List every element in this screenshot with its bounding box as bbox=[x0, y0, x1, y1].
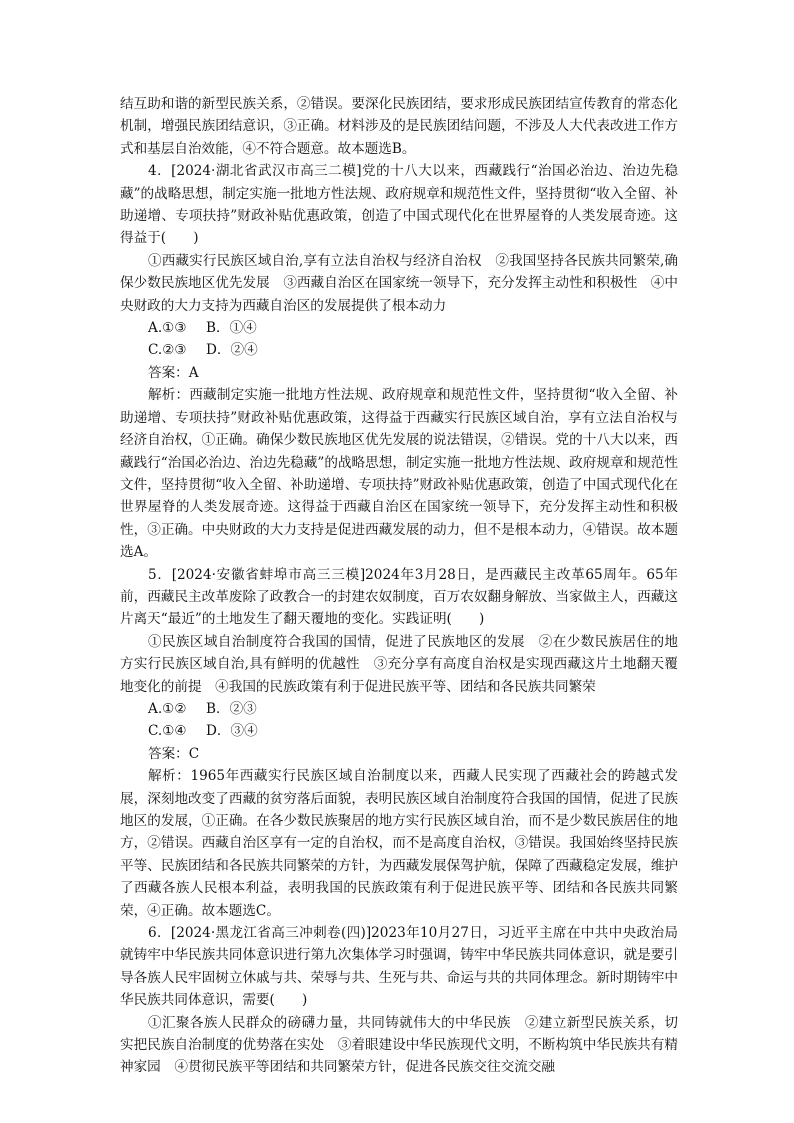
question-5-answer: 答案：C bbox=[148, 745, 200, 762]
option-b: B．①④ bbox=[206, 320, 257, 337]
option-c: C.①④ bbox=[148, 723, 187, 740]
question-4-statements: ①西藏实行民族区域自治,享有立法自治权与经济自治权 ②我国坚持各民族共同繁荣,确保少数民族地区优先发展 ③西藏自治区在国家统一领导下，充分发挥主动性和积极性 ④中央财政的大力支持为西藏自治区的发展提供了根本动力 bbox=[120, 252, 678, 314]
question-5-stem: 5．[2024·安徽省蚌埠市高三三模]2024年3月28日，是西藏民主改革65周年。65年前，西藏民主改革废除了政教合一的封建农奴制度，百万农奴翻身解放、当家做主人，西藏这片离天“最近”的土地发生了翻天覆地的变化。实践证明( ) bbox=[120, 566, 678, 628]
question-5-statements: ①民族区域自治制度符合我国的国情，促进了民族地区的发展 ②在少数民族居住的地方实行民族区域自治,具有鲜明的优越性 ③充分享有高度自治权是实现西藏这片土地翻天覆地变化的前提 ④我国的民族政策有利于促进民族平等、团结和各民族共同繁荣 bbox=[120, 633, 678, 695]
option-c: C.②③ bbox=[148, 342, 187, 359]
question-4 bbox=[120, 160, 678, 563]
option-d: D．②④ bbox=[206, 342, 258, 359]
question-5 bbox=[120, 564, 678, 923]
document-page bbox=[120, 93, 678, 1079]
option-a: A.①② bbox=[148, 700, 187, 717]
question-5-analysis: 解析：1965年西藏实行民族区域自治制度以来，西藏人民实现了西藏社会的跨越式发展，深刻地改变了西藏的贫穷落后面貌，表明民族区域自治制度符合我国的国情，促进了民族地区的发展，①正确。在各少数民族聚居的地方实行民族区域自治，而不是少数民族居住的地方，②错误。西藏自治区享有一定的自治权，而不是高度自治权，③错误。我国始终坚持民族平等、民族团结和各民族共同繁荣的方针，为西藏发展保驾护航，保障了西藏稳定发展，维护了西藏各族人民根本利益，表明我国的民族政策有利于促进民族平等、团结和各民族共同繁荣，④正确。故本题选C。 bbox=[120, 768, 678, 919]
question-4-analysis: 解析：西藏制定实施一批地方性法规、政府规章和规范性文件，坚持贯彻“收入全留、补助递增、专项扶持”财政补贴优惠政策，这得益于西藏实行民族区域自治，享有立法自治权与经济自治权，①正确。确保少数民族地区优先发展的说法错误，②错误。党的十八大以来，西藏践行“治国必治边、治边先稳藏”的战略思想，制定实施一批地方性法规、政府规章和规范性文件，坚持贯彻“收入全留、补助递增、专项扶持”财政补贴优惠政策，创造了中国式现代化在世界屋脊的人类发展奇迹。这得益于西藏自治区在国家统一领导下，充分发挥主动性和积极性，③正确。中央财政的大力支持是促进西藏发展的动力，但不是根本动力，④错误。故本题选A。 bbox=[120, 387, 678, 561]
question-6 bbox=[120, 922, 678, 1079]
question-6-statements: ①汇聚各族人民群众的磅礴力量，共同铸就伟大的中华民族 ②建立新型民族关系，切实把民族自治制度的优势落在实处 ③着眼建设中华民族现代文明，不断构筑中华民族共有精神家园 ④贯彻民族平等团结和共同繁荣方针，促进各民族交往交流交融 bbox=[120, 1014, 678, 1076]
option-a: A.①③ bbox=[148, 320, 187, 337]
option-d: D．③④ bbox=[206, 723, 258, 740]
question-4-stem: 4．[2024·湖北省武汉市高三二模]党的十八大以来，西藏践行“治国必治边、治边先稳藏”的战略思想，制定实施一批地方性法规、政府规章和规范性文件，坚持贯彻“收入全留、补助递增、专项扶持”财政补贴优惠政策，创造了中国式现代化在世界屋脊的人类发展奇迹。这得益于( ) bbox=[120, 163, 678, 247]
question-5-options-row-1 bbox=[120, 698, 678, 720]
question-6-stem: 6．[2024·黑龙江省高三冲刺卷(四)]2023年10月27日，习近平主席在中共中央政治局就铸牢中华民族共同体意识进行第九次集体学习时强调，铸牢中华民族共同体意识，就是要引导各族人民牢固树立休戚与共、荣辱与共、生死与共、命运与共的共同体理念。新时期铸牢中华民族共同体意识，需要( ) bbox=[120, 925, 678, 1009]
question-4-options-row-1 bbox=[120, 317, 678, 339]
question-5-options-row-2 bbox=[120, 720, 678, 742]
question-4-options-row-2 bbox=[120, 339, 678, 361]
option-b: B．②③ bbox=[206, 700, 257, 717]
paragraph-previous-analysis: 结互助和谐的新型民族关系，②错误。要深化民族团结，要求形成民族团结宣传教育的常态化机制，增强民族团结意识，③正确。材料涉及的是民族团结问题，不涉及人大代表改进工作方式和基层自治效能，④不符合题意。故本题选B。 bbox=[120, 96, 678, 157]
question-4-answer: 答案：A bbox=[148, 364, 199, 381]
